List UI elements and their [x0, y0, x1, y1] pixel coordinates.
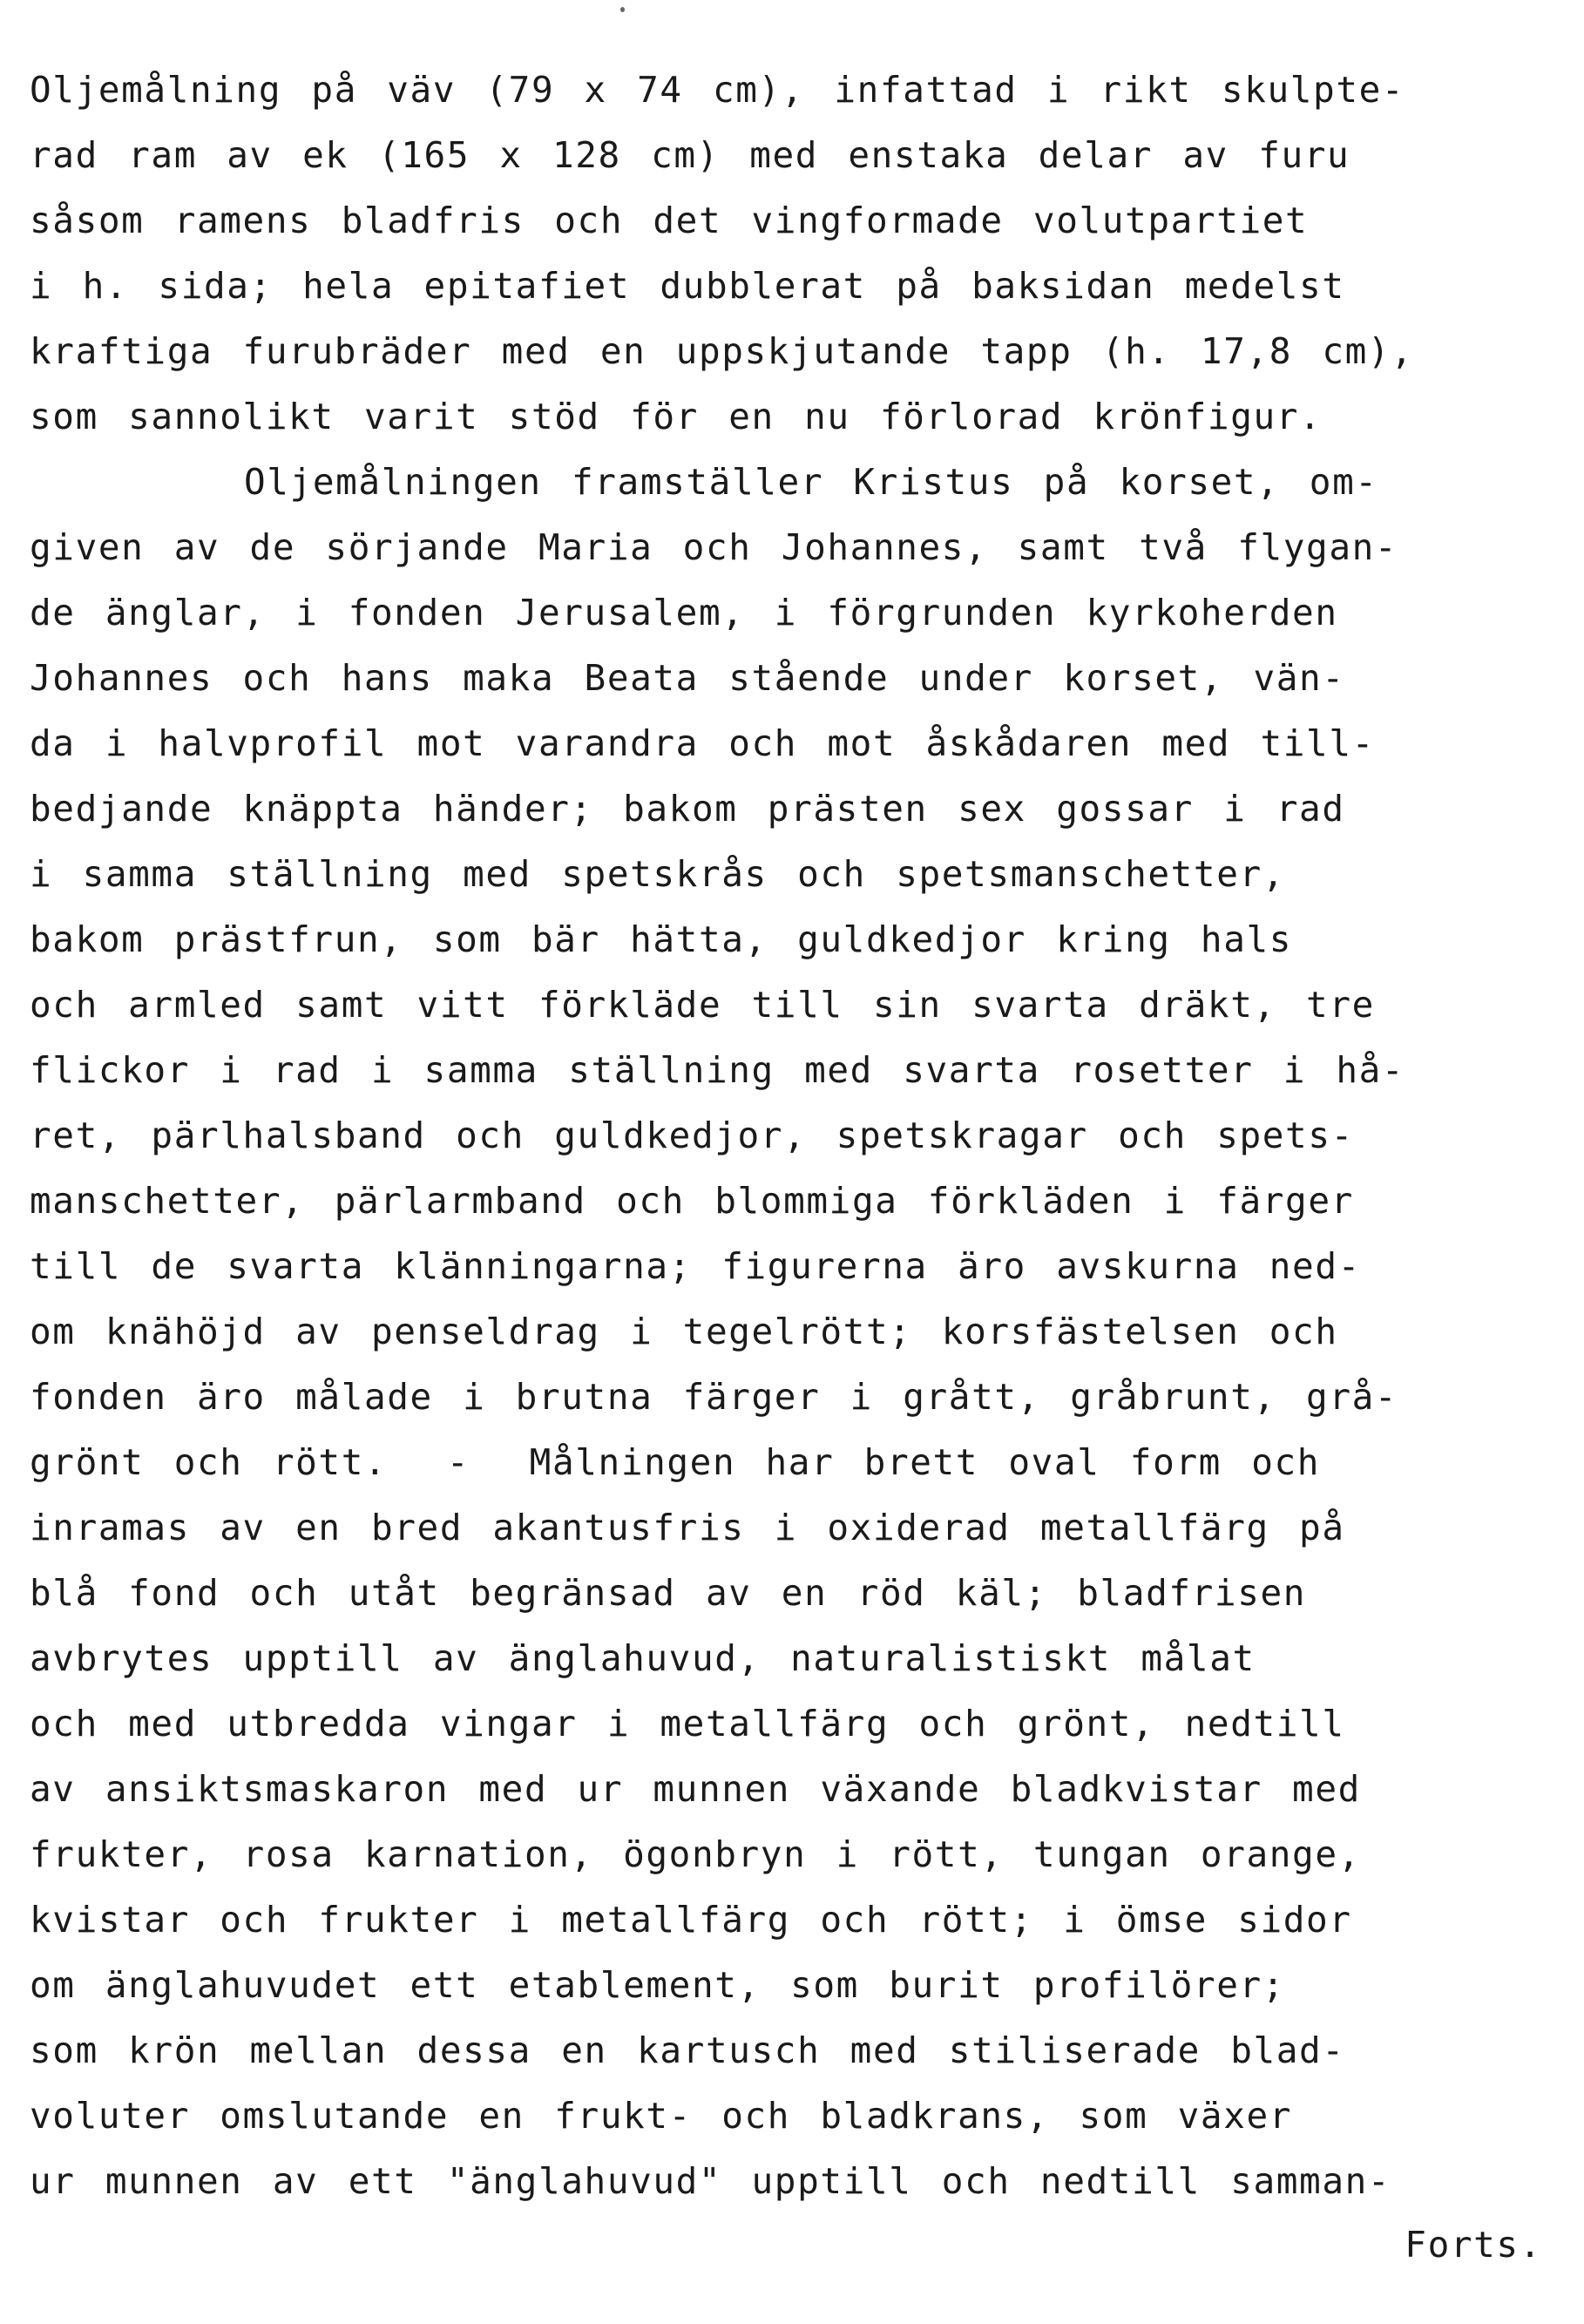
paper-speck	[620, 7, 625, 12]
text-line: om knähöjd av penseldrag i tegelrött; korsfästelsen och	[30, 1311, 1338, 1352]
text-line: såsom ramens bladfris och det vingformade volutpartiet	[30, 200, 1309, 241]
text-line: de änglar, i fonden Jerusalem, i förgrunden kyrkoherden	[30, 592, 1338, 634]
text-line: voluter omslutande en frukt- och bladkrans, som växer	[30, 2095, 1293, 2137]
text-line: i h. sida; hela epitafiet dubblerat på baksidan medelst	[30, 265, 1345, 307]
text-line: manschetter, pärlarmband och blommiga förkläden i färger	[30, 1180, 1354, 1222]
text-line: om änglahuvudet ett etablement, som burit profilörer;	[30, 1964, 1286, 2006]
text-line: bakom prästfrun, som bär hätta, guldkedjor kring hals	[30, 918, 1293, 960]
text-line: Oljemålning på väv (79 x 74 cm), infattad i rikt skulpte-	[30, 69, 1405, 111]
text-line: inramas av en bred akantusfris i oxiderad metallfärg på	[30, 1507, 1345, 1548]
text-line: i samma ställning med spetskrås och spetsmanschetter,	[30, 853, 1286, 895]
body-text	[30, 58, 1563, 2214]
text-line: grönt och rött. - Målningen har brett oval form och	[30, 1441, 1321, 1483]
text-line: Johannes och hans maka Beata stående under korset, vän-	[30, 657, 1345, 699]
text-line: och med utbredda vingar i metallfärg och grönt, nedtill	[30, 1703, 1345, 1745]
text-line: fonden äro målade i brutna färger i grått, gråbrunt, grå-	[30, 1376, 1398, 1418]
text-line: och armled samt vitt förkläde till sin svarta dräkt, tre	[30, 984, 1375, 1026]
text-line: ret, pärlhalsband och guldkedjor, spetskragar och spets-	[30, 1115, 1354, 1156]
text-line: som krön mellan dessa en kartusch med stiliserade blad-	[30, 2029, 1345, 2071]
text-line: kraftiga furubräder med en uppskjutande tapp (h. 17,8 cm),	[30, 330, 1414, 372]
text-line: rad ram av ek (165 x 128 cm) med enstaka delar av furu	[30, 134, 1350, 176]
text-line: da i halvprofil mot varandra och mot åskådaren med till-	[30, 722, 1375, 764]
text-line: som sannolikt varit stöd för en nu förlorad krönfigur.	[30, 396, 1323, 437]
text-line: bedjande knäppta händer; bakom prästen sex gossar i rad	[30, 788, 1345, 830]
text-line: ur munnen av ett "änglahuvud" upptill och nedtill samman-	[30, 2160, 1391, 2202]
text-line: frukter, rosa karnation, ögonbryn i rött, tungan orange,	[30, 1833, 1361, 1875]
text-line: kvistar och frukter i metallfärg och rött; i ömse sidor	[30, 1899, 1352, 1941]
text-line: blå fond och utåt begränsad av en röd käl; bladfrisen	[30, 1572, 1307, 1614]
continuation-note: Forts.	[1405, 2224, 1542, 2266]
text-line: given av de sörjande Maria och Johannes, samt två flygan-	[30, 526, 1398, 568]
paragraph-start-line: Oljemålningen framställer Kristus på korset, om-	[244, 461, 1378, 503]
text-line: till de svarta klänningarna; figurerna äro avskurna ned-	[30, 1245, 1361, 1287]
text-line: av ansiktsmaskaron med ur munnen växande bladkvistar med	[30, 1768, 1361, 1810]
text-line: flickor i rad i samma ställning med svarta rosetter i hå-	[30, 1049, 1405, 1091]
text-line: avbrytes upptill av änglahuvud, naturalistiskt målat	[30, 1637, 1256, 1679]
